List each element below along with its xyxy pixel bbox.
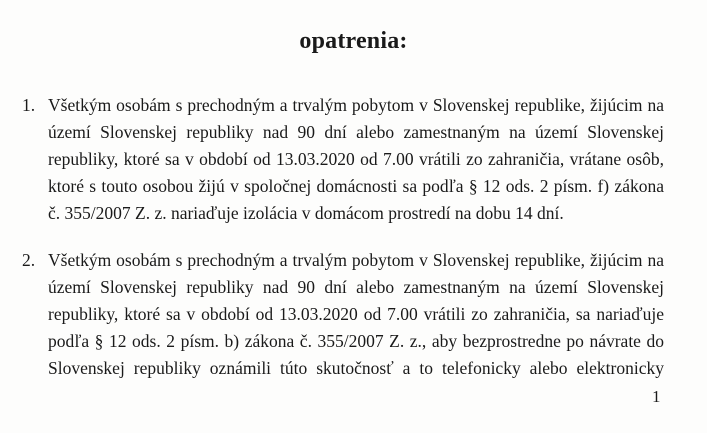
text-line: republiky, ktoré sa v období od 13.03.2020 od 7.00 vrátili zo zahraničia, sa nariaďuje — [48, 304, 664, 324]
text-line: ktoré s touto osobou žijú v spoločnej domácnosti sa podľa § 12 ods. 2 písm. f) zákona — [48, 176, 664, 196]
text-line: Všetkým osobám s prechodným a trvalým pobytom v Slovenskej republike, žijúcim na — [48, 250, 664, 270]
text-line: Všetkým osobám s prechodným a trvalým pobytom v Slovenskej republike, žijúcim na — [48, 95, 664, 115]
text-line: republiky, ktoré sa v období od 13.03.2020 od 7.00 vrátili zo zahraničia, vrátane osôb, — [48, 149, 664, 169]
text-line: č. 355/2007 Z. z. nariaďuje izolácia v domácom prostredí na dobu 14 dní. — [48, 203, 564, 223]
item-text — [48, 247, 664, 382]
text-line: podľa § 12 ods. 2 písm. b) zákona č. 355/2007 Z. z., aby bezprostredne po návrate do — [48, 331, 664, 351]
text-line: území Slovenskej republiky nad 90 dní alebo zamestnaným na území Slovenskej — [48, 122, 664, 142]
item-number: 1. — [22, 95, 36, 115]
page-number: 1 — [652, 387, 661, 406]
page-heading: opatrenia: — [299, 28, 408, 54]
text-line: území Slovenskej republiky nad 90 dní alebo zamestnaným na území Slovenskej — [48, 277, 664, 297]
item-text — [48, 92, 664, 227]
item-number: 2. — [22, 250, 36, 270]
text-line: Slovenskej republiky oznámili túto skutočnosť a to telefonicky alebo elektronicky — [48, 358, 664, 378]
